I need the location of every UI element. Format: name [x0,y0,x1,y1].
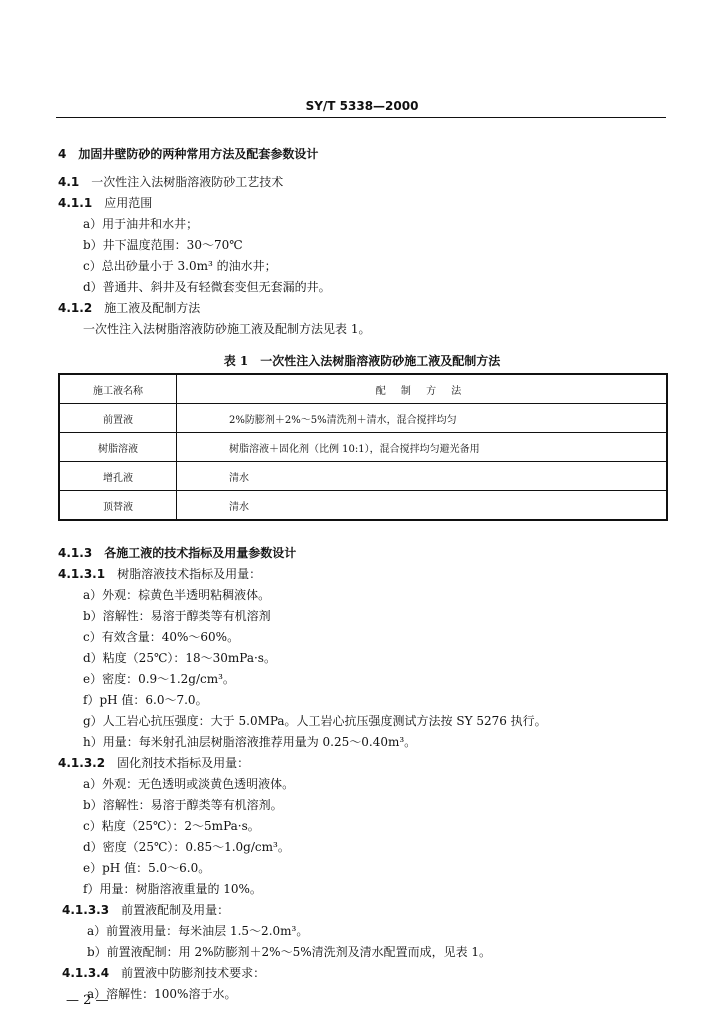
list-item: b）溶解性：易溶于醇类等有机溶剂 [83,609,271,623]
table-cell: 树脂溶液＋固化剂（比例 10:1），混合搅拌均匀避光备用 [177,433,668,462]
section-number: 4.1.3.3 [62,903,110,917]
table-caption: 表 1 一次性注入法树脂溶液防砂施工液及配制方法 [223,354,501,368]
page-number: — 2 — [66,993,109,1008]
list-item: g）人工岩心抗压强度：大于 5.0MPa。人工岩心抗压强度测试方法按 SY 5276 执行。 [83,714,547,728]
section-title: 加固井壁防砂的两种常用方法及配套参数设计 [78,147,319,161]
section-title: 施工液及配制方法 [104,301,201,315]
section-number: 4.1.3.1 [58,567,106,581]
list-item: a）用于油井和水井； [83,217,199,231]
section-4-1-1-heading [58,195,152,211]
list-item: c）粘度（25℃）：2～5mPa·s。 [83,819,260,833]
section-title: 前置液中防膨剂技术要求： [121,966,266,980]
list-item: d）密度（25℃）：0.85～1.0g/cm³。 [83,840,290,854]
section-4-1-3-heading [58,545,296,561]
section-title: 前置液配制及用量： [121,903,230,917]
section-title: 树脂溶液技术指标及用量： [117,567,262,581]
section-4-1-heading [58,174,283,190]
list-item: f）pH 值：6.0～7.0。 [83,693,208,707]
list-item: h）用量：每米射孔油层树脂溶液推荐用量为 0.25～0.40m³。 [83,735,417,749]
section-title: 固化剂技术指标及用量： [117,756,250,770]
table-cell: 增孔液 [59,462,177,491]
table-cell: 2%防膨剂＋2%～5%清洗剂＋清水，混合搅拌均匀 [177,404,668,433]
section-4-heading [58,146,318,162]
list-item: a）外观：棕黄色半透明粘稠液体。 [83,588,271,602]
list-item: c）有效含量：40%～60%。 [83,630,240,644]
table-row [59,404,667,433]
list-item: c）总出砂量小于 3.0m³ 的油水井； [83,259,277,273]
table-cell: 清水 [177,491,668,521]
table-row [59,433,667,462]
section-number: 4 [58,147,67,161]
section-title: 一次性注入法树脂溶液防砂工艺技术 [91,175,284,189]
table-cell: 清水 [177,462,668,491]
header-rule [56,117,666,118]
section-number: 4.1.3 [58,546,93,560]
list-item: b）前置液配制：用 2%防膨剂＋2%～5%清洗剂及清水配置而成，见表 1。 [87,945,492,959]
list-item: e）密度：0.9～1.2g/cm³。 [83,672,235,686]
section-number: 4.1.1 [58,196,93,210]
list-item: d）粘度（25℃）：18～30mPa·s。 [83,651,276,665]
table-cell: 树脂溶液 [59,433,177,462]
list-item: a）前置液用量：每米油层 1.5～2.0m³。 [87,924,309,938]
section-title: 各施工液的技术指标及用量参数设计 [104,546,297,560]
list-item: b）井下温度范围：30～70℃ [83,238,243,252]
section-4-1-3-3-heading [62,902,229,918]
table-row [59,491,667,521]
section-number: 4.1 [58,175,80,189]
table-cell: 顶替液 [59,491,177,521]
paragraph: 一次性注入法树脂溶液防砂施工液及配制方法见表 1。 [83,322,371,336]
section-number: 4.1.2 [58,301,93,315]
list-item: f）用量：树脂溶液重量的 10%。 [83,882,262,896]
table-header-row [59,374,667,404]
list-item: a）溶解性：100%溶于水。 [87,987,237,1001]
list-item: d）普通井、斜井及有轻微套变但无套漏的井。 [83,280,331,294]
page-header: SY/T 5338—2000 [305,99,419,113]
section-4-1-3-2-heading [58,755,249,771]
section-4-1-3-4-heading [62,965,265,981]
list-item: e）pH 值：5.0～6.0。 [83,861,211,875]
section-4-1-3-1-heading [58,566,261,582]
section-number: 4.1.3.2 [58,756,106,770]
section-title: 应用范围 [104,196,153,210]
table-header-cell: 配 制 方 法 [177,374,668,404]
list-item: b）溶解性：易溶于醇类等有机溶剂。 [83,798,283,812]
table-row [59,462,667,491]
section-4-1-2-heading [58,300,200,316]
formulation-table [58,373,668,521]
list-item: a）外观：无色透明或淡黄色透明液体。 [83,777,295,791]
table-cell: 前置液 [59,404,177,433]
section-number: 4.1.3.4 [62,966,110,980]
table-header-cell: 施工液名称 [59,374,177,404]
